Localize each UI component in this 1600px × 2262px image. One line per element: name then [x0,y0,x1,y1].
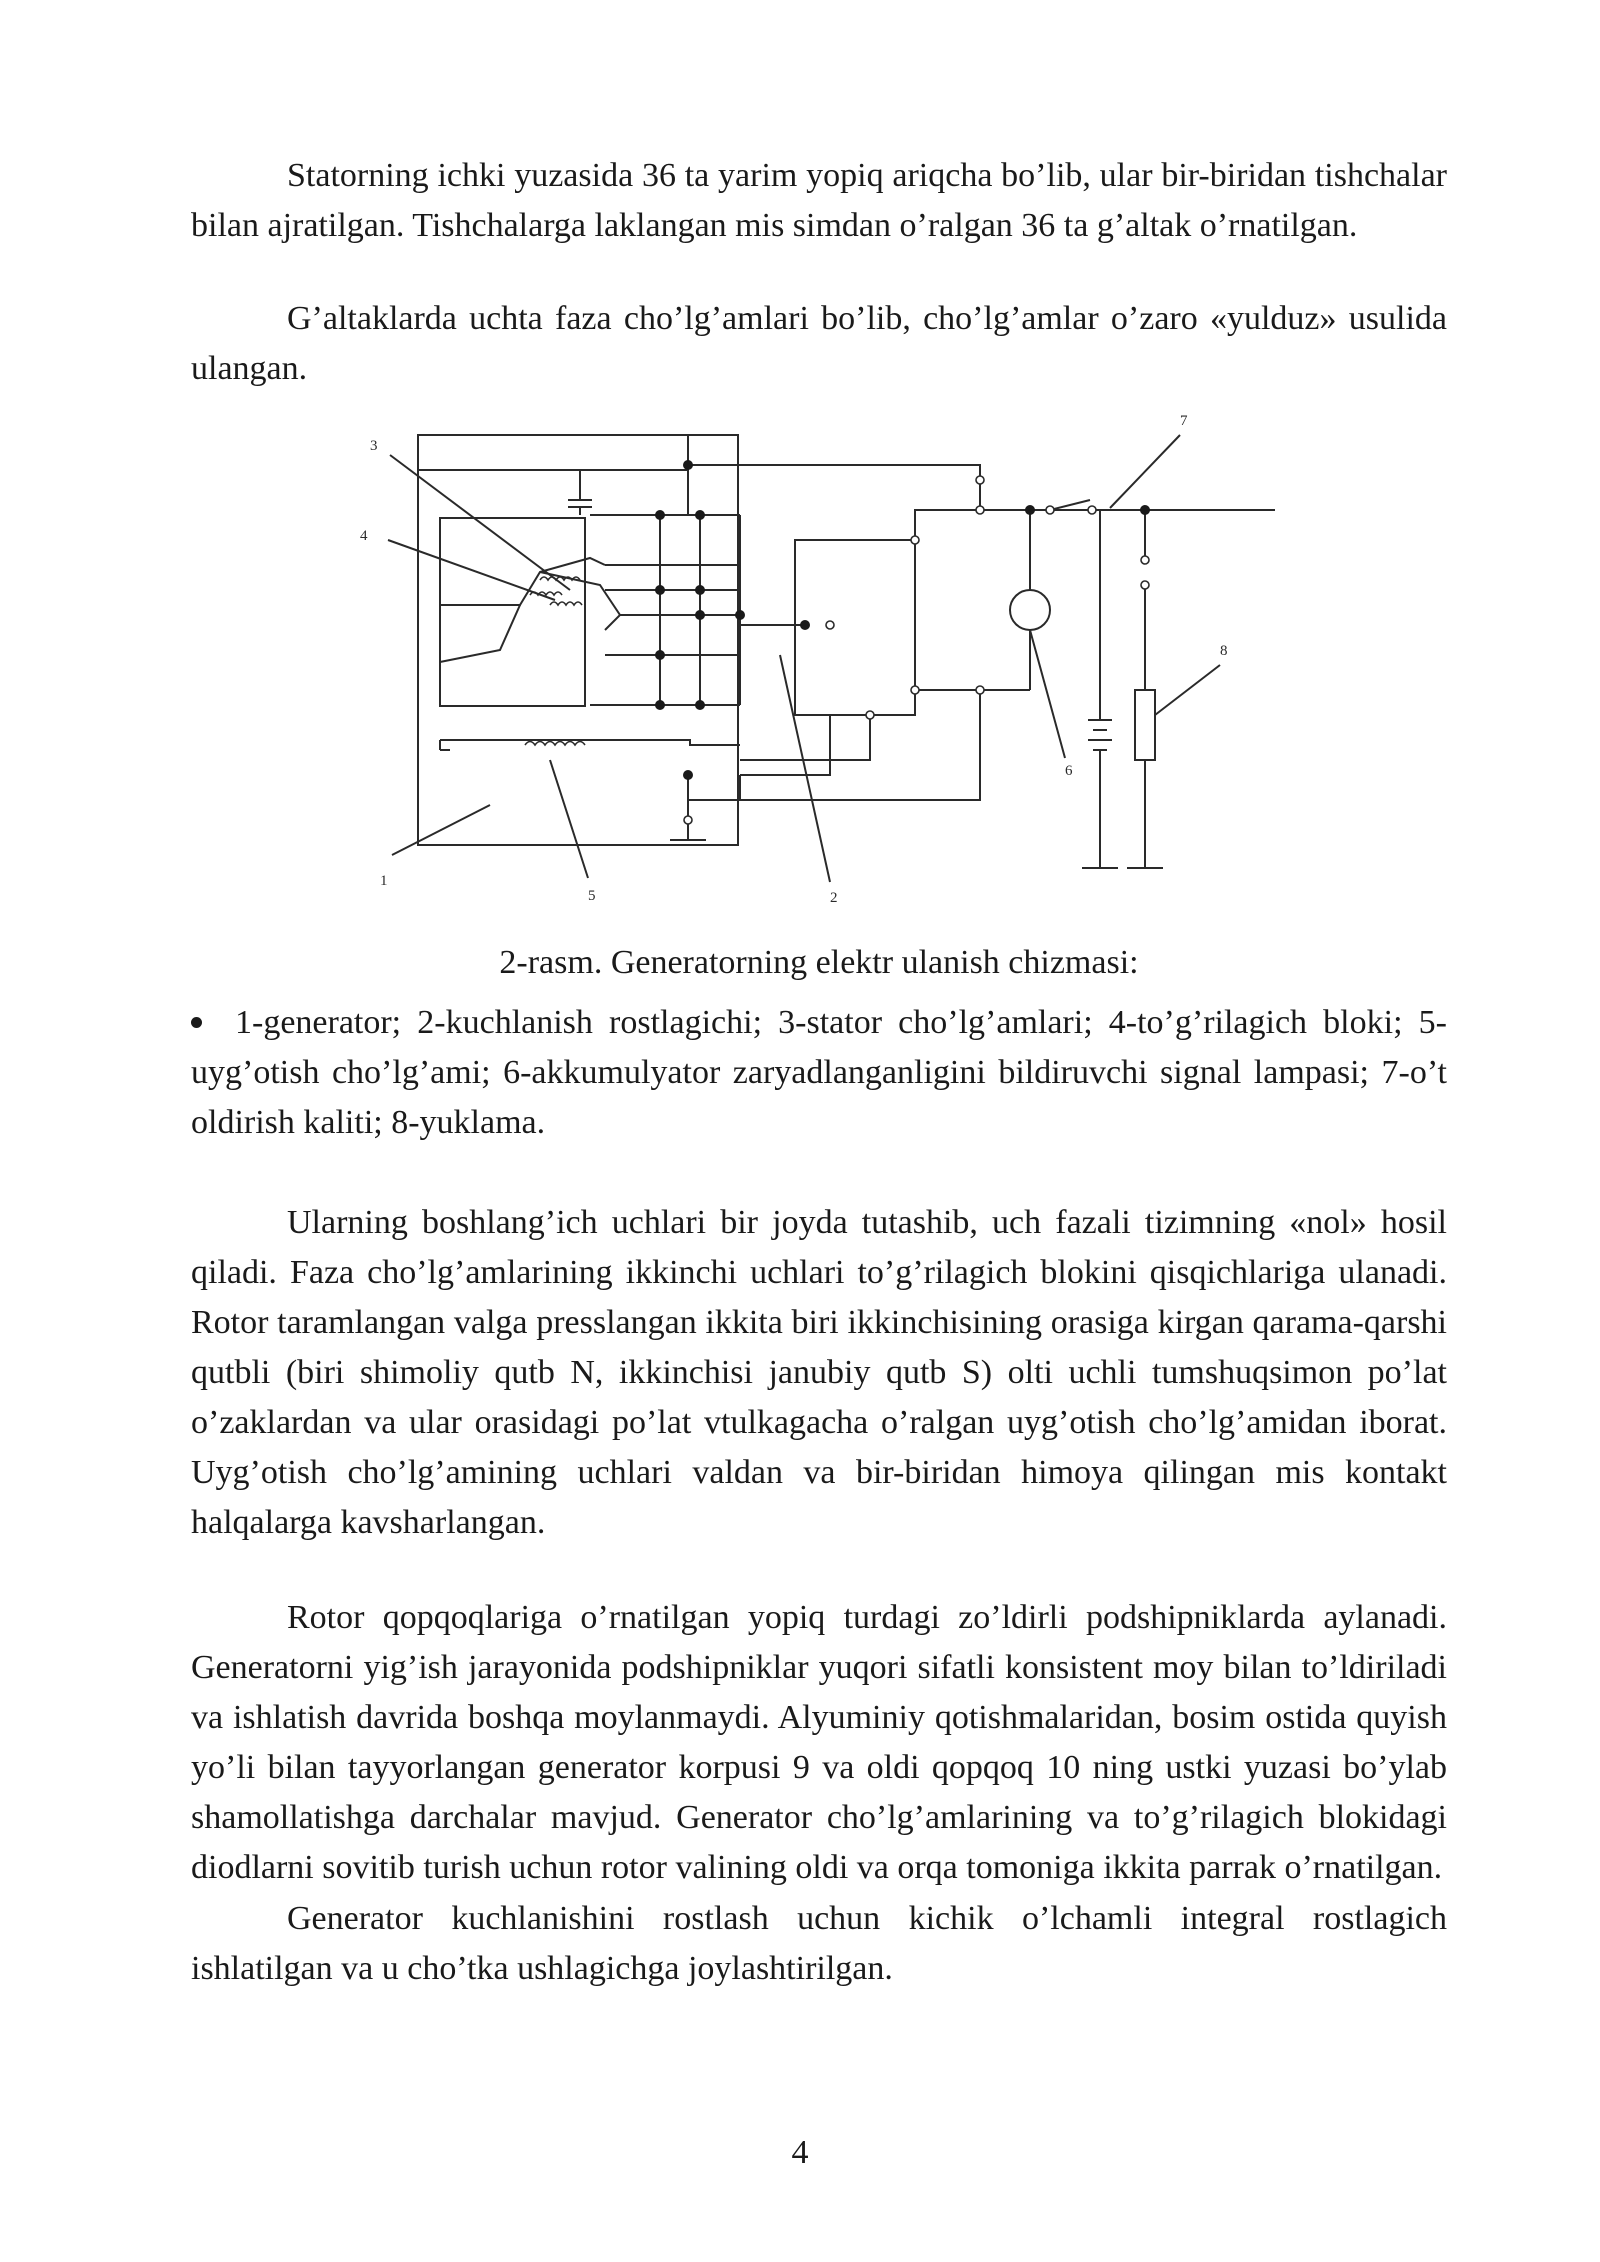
label-1: 1 [380,873,388,889]
label-6: 6 [1065,763,1073,779]
figure-caption: 2-rasm. Generatorning elektr ulanish chizmasi: [499,944,1139,981]
paragraph-bearings: Rotor qopqoqlariga o’rnatilgan yopiq turdagi zo’ldirli podshipniklarda aylanadi. Generatorni yig’ish jarayonida podshipniklar yuqori sifatli konsistent moy bilan to’ldiriladi va ishlatish davrida boshqa moylanmaydi. Alyuminiy qotishmalaridan, bosim ostida quyish yo’li bilan tayyorlangan generator korpusi 9 va oldi qopqoq 10 ning ustki yuzasi bo’ylab shamollatishga darchalar mavjud. Generator cho’lg’amlarining va to’g’rilagich blokidagi diodlarni sovitib turish uchun rotor valining oldi va orqa tomoniga ikkita parrak o’rnatilgan. [191,1599,1447,1886]
circuit-schematic [350,400,1300,910]
figure-legend [191,998,1447,1148]
paragraph-voltage-regulator: Generator kuchlanishini rostlash uchun kichik o’lchamli integral rostlagich ishlatilgan va u cho’tka ushlagichga joylashtirilgan. [191,1900,1447,1987]
junction-dots [655,460,1150,780]
generator-wiring-diagram [350,400,1300,910]
schematic-wires [388,435,1275,882]
diagram-labels [360,413,1228,906]
paragraph-phase-windings: G’altaklarda uchta faza cho’lg’amlari bo’lib, cho’lg’amlar o’zaro «yulduz» usulida ulangan. [191,300,1447,387]
terminal-circles [684,476,1149,824]
label-5: 5 [588,888,596,904]
label-7: 7 [1180,413,1188,429]
page-number: 4 [791,2134,809,2171]
figure-legend-text: 1-generator; 2-kuchlanish rostlagichi; 3-stator cho’lg’amlari; 4-to’g’rilagich bloki; 5-uyg’otish cho’lg’ami; 6-akkumulyator zaryadlanganligini bildiruvchi signal lampasi; 7-o’t oldirish kaliti; 8-yuklama. [191,1004,1447,1141]
label-4: 4 [360,528,368,544]
stator-coils [525,577,585,745]
label-8: 8 [1220,643,1228,659]
paragraph-stator-slots: Statorning ichki yuzasida 36 ta yarim yopiq ariqcha bo’lib, ular bir-biridan tishchalar bilan ajratilgan. Tishchalarga laklangan mis simdan o’ralgan 36 ta g’altak o’rnatilgan. [191,157,1447,244]
label-2: 2 [830,890,838,906]
bullet-icon [191,998,235,1048]
label-3: 3 [370,438,378,454]
paragraph-rotor-structure: Ularning boshlang’ich uchlari bir joyda tutashib, uch fazali tizimning «nol» hosil qiladi. Faza cho’lg’amlarining ikkinchi uchlari to’g’rilagich blokini qisqichlariga ulanadi. Rotor taramlangan valga presslangan ikkita biri ikkinchisining orasiga kirgan qarama-qarshi qutbli (biri shimoliy qutb N, ikkinchisi janubiy qutb S) olti uchli tumshuqsimon po’lat o’zaklardan va ular orasidagi po’lat vtulkagacha o’ralgan uyg’otish cho’lg’amidan iborat. Uyg’otish cho’lg’amining uchlari valdan va bir-biridan himoya qilingan mis kontakt halqalarga kavsharlangan. [191,1204,1447,1541]
